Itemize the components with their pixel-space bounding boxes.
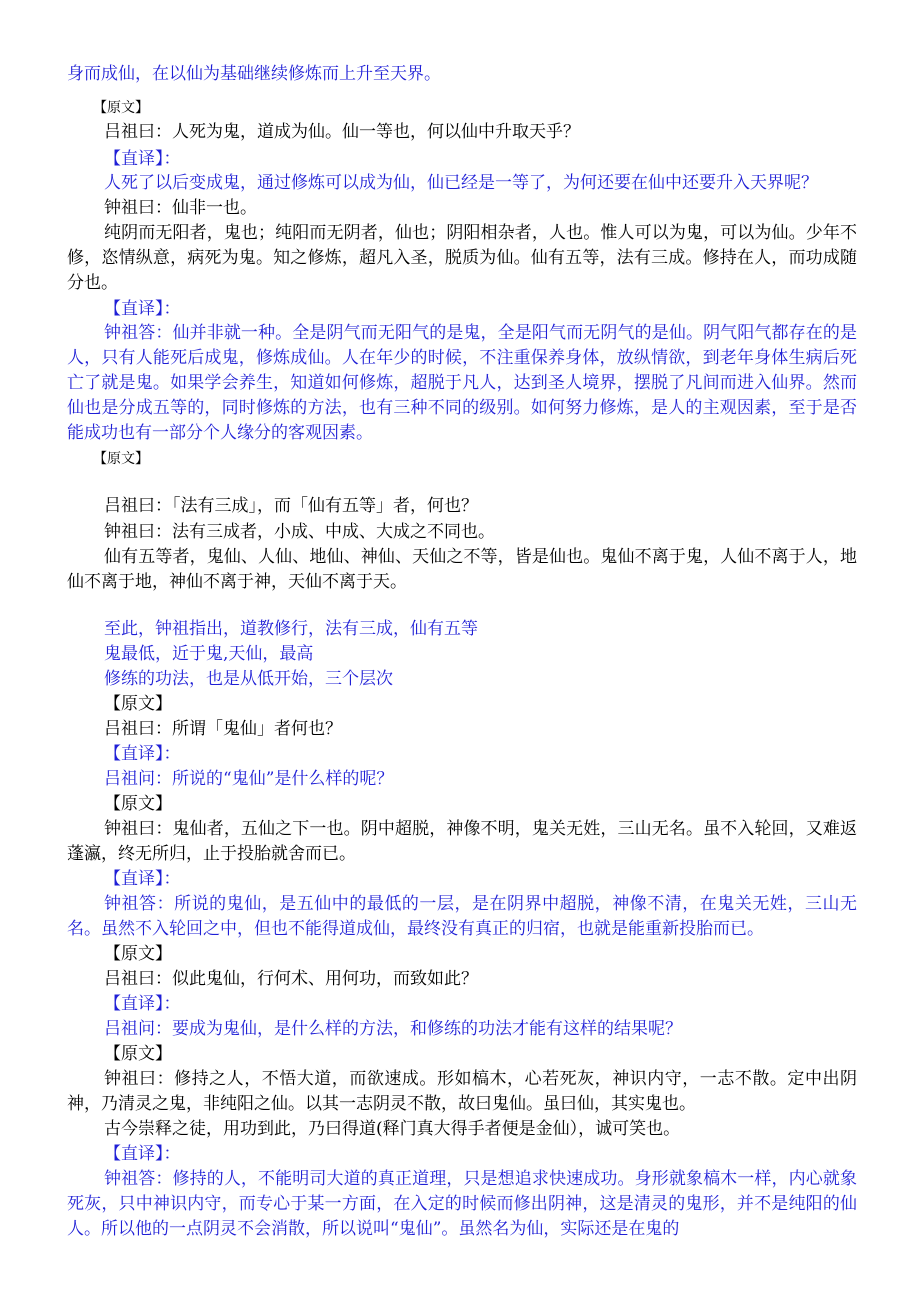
- section-label-original: 【原文】: [104, 1044, 172, 1064]
- translation-line: 吕祖问：要成为鬼仙，是什么样的方法，和修练的功法才能有这样的结果呢？: [104, 1019, 682, 1039]
- translation-line: 吕祖问：所说的“鬼仙”是什么样的呢？: [104, 769, 394, 789]
- section-label-original: 【原文】: [104, 944, 172, 964]
- text-line: 吕祖曰：「法有三成」，而「仙有五等」者，何也？: [104, 496, 478, 516]
- note-line: 鬼最低，近于鬼,天仙，最高: [104, 644, 314, 664]
- note-line: 修练的功法，也是从低开始，三个层次: [104, 669, 393, 689]
- section-label-translation: 【直译】：: [104, 744, 181, 764]
- text-paragraph: 纯阴而无阳者，鬼也；纯阳而无阴者，仙也；阴阳相杂者，人也。惟人可以为鬼，可以为仙。少年不修，恣情纵意，病死为鬼。知之修炼，超凡入圣，脱质为仙。仙有五等，法有三成。修持在人，而功成随分也。: [67, 223, 857, 293]
- text-paragraph: 仙有五等者，鬼仙、人仙、地仙、神仙、天仙之不等，皆是仙也。鬼仙不离于鬼，人仙不离于人，地仙不离于地，神仙不离于神，天仙不离于天。: [67, 547, 857, 592]
- text-line: 钟祖曰：仙非一也。: [104, 198, 257, 218]
- section-label-translation: 【直译】：: [104, 299, 181, 319]
- text-line: 古今崇释之徒，用功到此，乃曰得道(释门真大得手者便是金仙），诚可笑也。: [104, 1119, 681, 1139]
- section-label-translation: 【直译】：: [104, 994, 181, 1014]
- translation-paragraph: 钟祖答：所说的鬼仙，是五仙中的最低的一层，是在阴界中超脱，神像不清，在鬼关无姓，三山无名。虽然不入轮回之中，但也不能得道成仙，最终没有真正的归宿，也就是能重新投胎而已。: [67, 894, 857, 939]
- section-label-original: 【原文】: [104, 794, 172, 814]
- translation-paragraph: 钟祖答：修持的人，不能明司大道的真正道理，只是想追求快速成功。身形就象槁木一样，内心就象死灰，只中神识内守，而专心于某一方面，在入定的时候而修出阴神，这是清灵的鬼形，并不是纯阳的仙人。所以他的一点阴灵不会消散，所以说叫“鬼仙”。虽然名为仙，实际还是在鬼的: [67, 1169, 857, 1239]
- section-label-translation: 【直译】：: [104, 1144, 181, 1164]
- section-label-original: 【原文】: [104, 694, 172, 714]
- text-line: 吕祖曰：似此鬼仙，行何术、用何功，而致如此？: [104, 969, 478, 989]
- text-line: 吕祖曰：人死为鬼，道成为仙。仙一等也，何以仙中升取天乎？: [104, 122, 580, 142]
- translation-line: 人死了以后变成鬼，通过修炼可以成为仙，仙已经是一等了，为何还要在仙中还要升入天界呢？: [104, 173, 818, 193]
- section-label-original: 【原文】: [93, 451, 149, 467]
- translation-paragraph: 钟祖答：仙并非就一种。全是阴气而无阳气的是鬼，全是阳气而无阴气的是仙。阴气阳气都存在的是人，只有人能死后成鬼，修炼成仙。人在年少的时候，不注重保养身体，放纵情欲，到老年身体生病后死亡了就是鬼。如果学会养生，知道如何修炼，超脱于凡人，达到圣人境界，摆脱了凡间而进入仙界。然而仙也是分成五等的，同时修炼的方法，也有三种不同的级别。如何努力修炼，是人的主观因素，至于是否能成功也有一部分个人缘分的客观因素。: [67, 323, 857, 443]
- text-paragraph: 钟祖曰：修持之人，不悟大道，而欲速成。形如槁木，心若死灰，神识内守，一志不散。定中出阴神，乃清灵之鬼，非纯阳之仙。以其一志阴灵不散，故曰鬼仙。虽曰仙，其实鬼也。: [67, 1069, 857, 1114]
- note-line: 至此，钟祖指出，道教修行，法有三成，仙有五等: [104, 619, 478, 639]
- section-label-translation: 【直译】：: [104, 869, 181, 889]
- section-label-original: 【原文】: [93, 100, 149, 116]
- text-line: 钟祖曰：法有三成者，小成、中成、大成之不同也。: [104, 522, 495, 542]
- text-line: 吕祖曰：所谓「鬼仙」者何也？: [104, 719, 342, 739]
- text-line: 身而成仙，在以仙为基础继续修炼而上升至天界。: [67, 64, 441, 84]
- section-label-translation: 【直译】：: [104, 149, 181, 169]
- text-paragraph: 钟祖曰：鬼仙者，五仙之下一也。阴中超脱，神像不明，鬼关无姓，三山无名。虽不入轮回，又难返蓬瀛，终无所归，止于投胎就舍而已。: [67, 819, 857, 864]
